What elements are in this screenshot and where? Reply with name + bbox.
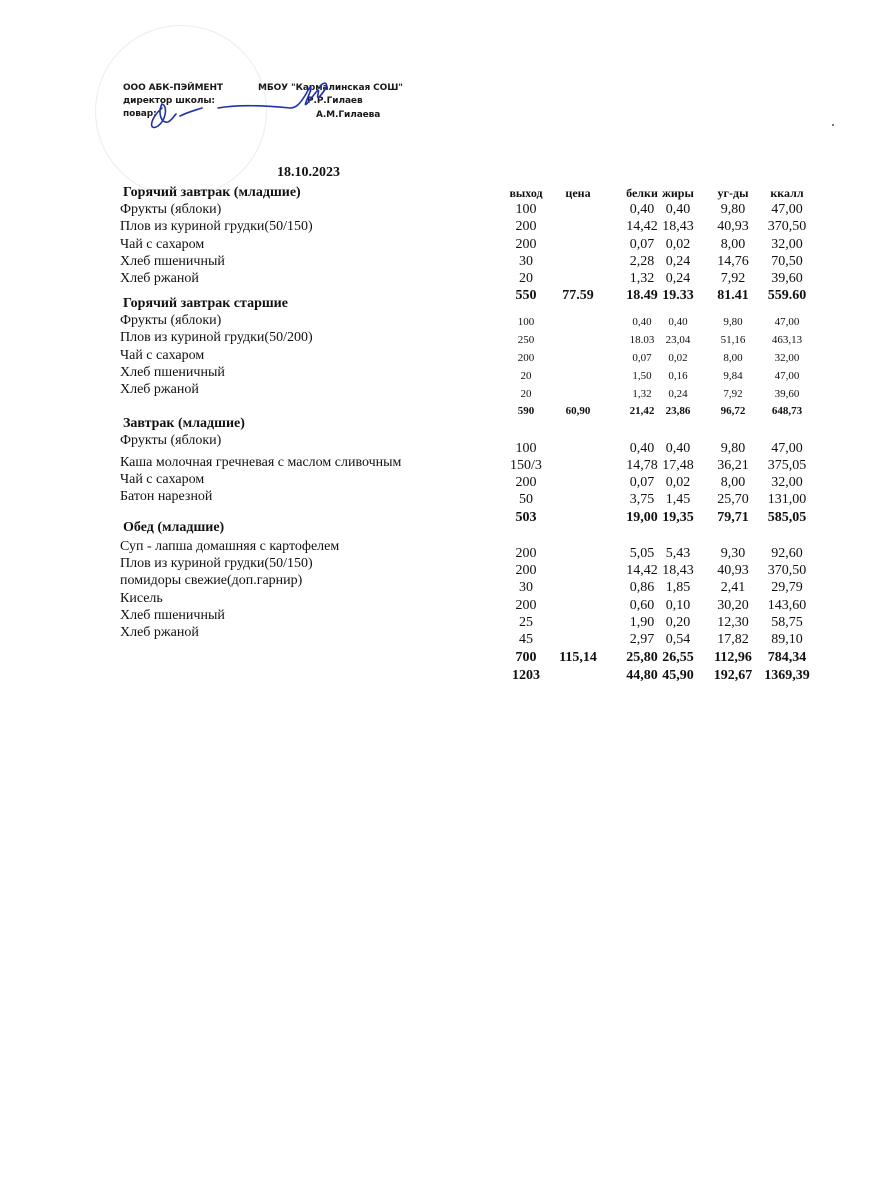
menu-item-carbs: 9,80 bbox=[720, 202, 746, 217]
menu-item-name: Хлеб ржаной bbox=[120, 271, 199, 286]
menu-item-protein: 0,40 bbox=[632, 316, 652, 328]
menu-item-name: Фрукты (яблоки) bbox=[120, 202, 222, 217]
column-header-price: цена bbox=[565, 186, 591, 200]
section-total-price: 60,90 bbox=[565, 405, 591, 417]
menu-item-protein: 14,42 bbox=[626, 563, 658, 578]
signature-icon bbox=[140, 80, 400, 140]
menu-item-protein: 0,60 bbox=[629, 598, 655, 613]
menu-item-carbs: 30,20 bbox=[717, 598, 749, 613]
menu-item-yield: 200 bbox=[517, 352, 535, 364]
menu-item-yield: 200 bbox=[515, 237, 537, 252]
menu-item-carbs: 9,80 bbox=[720, 441, 746, 456]
menu-item-name: Чай с сахаром bbox=[120, 237, 205, 252]
section-total-kcal: 648,73 bbox=[771, 405, 803, 417]
section-title: Завтрак (младшие) bbox=[123, 416, 245, 431]
column-header-fat: жиры bbox=[662, 186, 694, 200]
menu-item-fat: 18,43 bbox=[662, 219, 694, 234]
menu-item-fat: 1,45 bbox=[665, 492, 691, 507]
menu-item-yield: 100 bbox=[515, 441, 537, 456]
menu-item-fat: 0,24 bbox=[665, 254, 691, 269]
menu-item-name: Хлеб пшеничный bbox=[120, 365, 225, 380]
menu-item-protein: 0,07 bbox=[629, 475, 655, 490]
menu-item-carbs: 12,30 bbox=[717, 615, 749, 630]
menu-item-carbs: 40,93 bbox=[717, 563, 749, 578]
section-total-price: 77.59 bbox=[562, 288, 594, 303]
school-name: МБОУ "Кармалинская СОШ" bbox=[258, 83, 403, 93]
menu-item-protein: 1,32 bbox=[632, 388, 652, 400]
menu-item-protein: 1,50 bbox=[632, 370, 652, 382]
menu-item-protein: 14,78 bbox=[626, 458, 658, 473]
grand-total-protein: 44,80 bbox=[626, 668, 658, 683]
section-total-yield: 503 bbox=[515, 510, 537, 525]
section-total-carbs: 96,72 bbox=[720, 405, 746, 417]
menu-item-kcal: 375,05 bbox=[767, 458, 807, 473]
menu-item-carbs: 14,76 bbox=[717, 254, 749, 269]
supplier-name: ООО АБК-ПЭЙМЕНТ bbox=[123, 83, 223, 93]
section-title: Горячий завтрак старшие bbox=[123, 296, 288, 311]
menu-item-kcal: 58,75 bbox=[771, 615, 803, 630]
menu-item-name: Чай с сахаром bbox=[120, 472, 205, 487]
grand-total-fat: 45,90 bbox=[662, 668, 694, 683]
menu-item-kcal: 370,50 bbox=[767, 563, 807, 578]
menu-item-yield: 200 bbox=[515, 598, 537, 613]
section-total-yield: 550 bbox=[515, 288, 537, 303]
column-header-yield: выход bbox=[509, 186, 543, 200]
menu-item-kcal: 131,00 bbox=[767, 492, 807, 507]
section-total-yield: 590 bbox=[517, 405, 535, 417]
menu-item-fat: 0,24 bbox=[665, 271, 691, 286]
menu-item-kcal: 370,50 bbox=[767, 219, 807, 234]
menu-item-carbs: 8,00 bbox=[720, 475, 746, 490]
menu-item-name: Фрукты (яблоки) bbox=[120, 313, 222, 328]
section-total-carbs: 112,96 bbox=[714, 650, 752, 665]
menu-item-carbs: 51,16 bbox=[720, 334, 746, 346]
menu-item-protein: 0,86 bbox=[629, 580, 655, 595]
menu-item-fat: 0,20 bbox=[665, 615, 691, 630]
menu-item-kcal: 47,00 bbox=[774, 316, 800, 328]
section-total-protein: 25,80 bbox=[626, 650, 658, 665]
menu-item-protein: 0,07 bbox=[632, 352, 652, 364]
menu-item-kcal: 70,50 bbox=[771, 254, 803, 269]
menu-item-carbs: 2,41 bbox=[720, 580, 746, 595]
menu-item-fat: 0,40 bbox=[668, 316, 688, 328]
grand-total-carbs: 192,67 bbox=[713, 668, 753, 683]
menu-item-fat: 1,85 bbox=[665, 580, 691, 595]
section-total-kcal: 585,05 bbox=[767, 510, 807, 525]
menu-item-fat: 0,40 bbox=[665, 202, 691, 217]
grand-total-yield: 1203 bbox=[512, 668, 540, 683]
menu-item-yield: 200 bbox=[515, 563, 537, 578]
menu-item-fat: 0,02 bbox=[665, 475, 691, 490]
section-title: Горячий завтрак (младшие) bbox=[123, 185, 301, 200]
menu-item-yield: 100 bbox=[517, 316, 535, 328]
menu-item-kcal: 32,00 bbox=[771, 475, 803, 490]
grand-total-kcal: 1369,39 bbox=[764, 668, 810, 683]
scan-speck bbox=[832, 124, 834, 126]
menu-item-yield: 20 bbox=[520, 370, 532, 382]
section-total-fat: 19,35 bbox=[662, 510, 694, 525]
menu-item-name: Чай с сахаром bbox=[120, 348, 205, 363]
menu-item-yield: 45 bbox=[519, 632, 533, 647]
menu-item-carbs: 8,00 bbox=[723, 352, 743, 364]
section-total-yield: 700 bbox=[515, 650, 537, 665]
section-total-carbs: 79,71 bbox=[717, 510, 749, 525]
menu-item-carbs: 25,70 bbox=[717, 492, 749, 507]
menu-item-fat: 0,02 bbox=[668, 352, 688, 364]
section-total-fat: 23,86 bbox=[665, 405, 691, 417]
column-header-protein: белки bbox=[626, 186, 658, 200]
menu-item-carbs: 36,21 bbox=[717, 458, 749, 473]
section-total-fat: 26,55 bbox=[662, 650, 694, 665]
menu-item-name: Кисель bbox=[120, 591, 163, 606]
section-title: Обед (младшие) bbox=[123, 520, 225, 535]
menu-item-carbs: 9,84 bbox=[723, 370, 743, 382]
menu-item-yield: 200 bbox=[515, 475, 537, 490]
section-total-fat: 19.33 bbox=[662, 288, 694, 303]
menu-item-name: Каша молочная гречневая с маслом сливочным bbox=[120, 455, 402, 470]
director-name: Р.Р.Гилаев bbox=[307, 96, 363, 106]
menu-item-fat: 0,24 bbox=[668, 388, 688, 400]
menu-item-yield: 250 bbox=[517, 334, 535, 346]
menu-item-yield: 150/3 bbox=[510, 458, 542, 473]
menu-item-protein: 1,32 bbox=[629, 271, 655, 286]
menu-item-kcal: 39,60 bbox=[774, 388, 800, 400]
menu-item-fat: 23,04 bbox=[665, 334, 691, 346]
menu-item-name: Суп - лапша домашняя с картофелем bbox=[120, 539, 340, 554]
menu-item-kcal: 29,79 bbox=[771, 580, 803, 595]
menu-item-kcal: 39,60 bbox=[771, 271, 803, 286]
menu-item-yield: 20 bbox=[519, 271, 533, 286]
menu-item-name: Хлеб ржаной bbox=[120, 382, 199, 397]
menu-item-fat: 0,10 bbox=[665, 598, 691, 613]
menu-item-name: Хлеб пшеничный bbox=[120, 608, 225, 623]
menu-item-protein: 14,42 bbox=[626, 219, 658, 234]
menu-item-yield: 25 bbox=[519, 615, 533, 630]
menu-item-name: Плов из куриной грудки(50/200) bbox=[120, 330, 313, 345]
menu-item-protein: 2,97 bbox=[629, 632, 655, 647]
section-total-kcal: 559.60 bbox=[767, 288, 807, 303]
menu-item-kcal: 47,00 bbox=[774, 370, 800, 382]
menu-item-carbs: 8,00 bbox=[720, 237, 746, 252]
cook-name: А.М.Гилаева bbox=[316, 110, 381, 120]
menu-item-name: Батон нарезной bbox=[120, 489, 213, 504]
menu-item-kcal: 32,00 bbox=[771, 237, 803, 252]
menu-item-carbs: 7,92 bbox=[720, 271, 746, 286]
menu-date: 18.10.2023 bbox=[277, 165, 340, 180]
cook-label: повар: bbox=[123, 109, 157, 119]
menu-item-carbs: 7,92 bbox=[723, 388, 743, 400]
section-total-protein: 21,42 bbox=[629, 405, 655, 417]
menu-item-protein: 2,28 bbox=[629, 254, 655, 269]
section-total-protein: 18.49 bbox=[626, 288, 658, 303]
menu-item-fat: 0,16 bbox=[668, 370, 688, 382]
menu-item-kcal: 47,00 bbox=[771, 202, 803, 217]
menu-item-name: Плов из куриной грудки(50/150) bbox=[120, 556, 313, 571]
menu-item-carbs: 9,30 bbox=[720, 546, 746, 561]
menu-item-kcal: 89,10 bbox=[771, 632, 803, 647]
menu-item-protein: 3,75 bbox=[629, 492, 655, 507]
menu-item-protein: 5,05 bbox=[629, 546, 655, 561]
column-header-carbs: уг-ды bbox=[717, 186, 749, 200]
menu-item-name: Хлеб пшеничный bbox=[120, 254, 225, 269]
menu-item-yield: 100 bbox=[515, 202, 537, 217]
section-total-price: 115,14 bbox=[559, 650, 597, 665]
menu-item-fat: 0,02 bbox=[665, 237, 691, 252]
menu-item-kcal: 143,60 bbox=[767, 598, 807, 613]
menu-item-yield: 200 bbox=[515, 219, 537, 234]
menu-item-name: Хлеб ржаной bbox=[120, 625, 199, 640]
menu-item-name: помидоры свежие(доп.гарнир) bbox=[120, 573, 303, 588]
menu-item-yield: 30 bbox=[519, 254, 533, 269]
menu-item-fat: 5,43 bbox=[665, 546, 691, 561]
section-total-protein: 19,00 bbox=[626, 510, 658, 525]
menu-item-kcal: 32,00 bbox=[774, 352, 800, 364]
menu-item-protein: 18.03 bbox=[629, 334, 655, 346]
menu-item-fat: 0,54 bbox=[665, 632, 691, 647]
menu-item-protein: 0,40 bbox=[629, 202, 655, 217]
director-label: директор школы: bbox=[123, 96, 215, 106]
column-header-kcal: ккалл bbox=[770, 186, 804, 200]
menu-item-name: Плов из куриной грудки(50/150) bbox=[120, 219, 313, 234]
menu-item-kcal: 463,13 bbox=[771, 334, 803, 346]
menu-item-carbs: 9,80 bbox=[723, 316, 743, 328]
menu-item-name: Фрукты (яблоки) bbox=[120, 433, 222, 448]
menu-item-protein: 0,07 bbox=[629, 237, 655, 252]
menu-item-carbs: 17,82 bbox=[717, 632, 749, 647]
menu-item-yield: 20 bbox=[520, 388, 532, 400]
section-total-kcal: 784,34 bbox=[767, 650, 807, 665]
menu-item-yield: 200 bbox=[515, 546, 537, 561]
menu-item-protein: 0,40 bbox=[629, 441, 655, 456]
section-total-carbs: 81.41 bbox=[717, 288, 749, 303]
menu-item-kcal: 92,60 bbox=[771, 546, 803, 561]
menu-item-yield: 30 bbox=[519, 580, 533, 595]
menu-item-carbs: 40,93 bbox=[717, 219, 749, 234]
menu-item-yield: 50 bbox=[519, 492, 533, 507]
menu-item-kcal: 47,00 bbox=[771, 441, 803, 456]
menu-item-fat: 17,48 bbox=[662, 458, 694, 473]
menu-item-fat: 18,43 bbox=[662, 563, 694, 578]
menu-item-fat: 0,40 bbox=[665, 441, 691, 456]
menu-item-protein: 1,90 bbox=[629, 615, 655, 630]
